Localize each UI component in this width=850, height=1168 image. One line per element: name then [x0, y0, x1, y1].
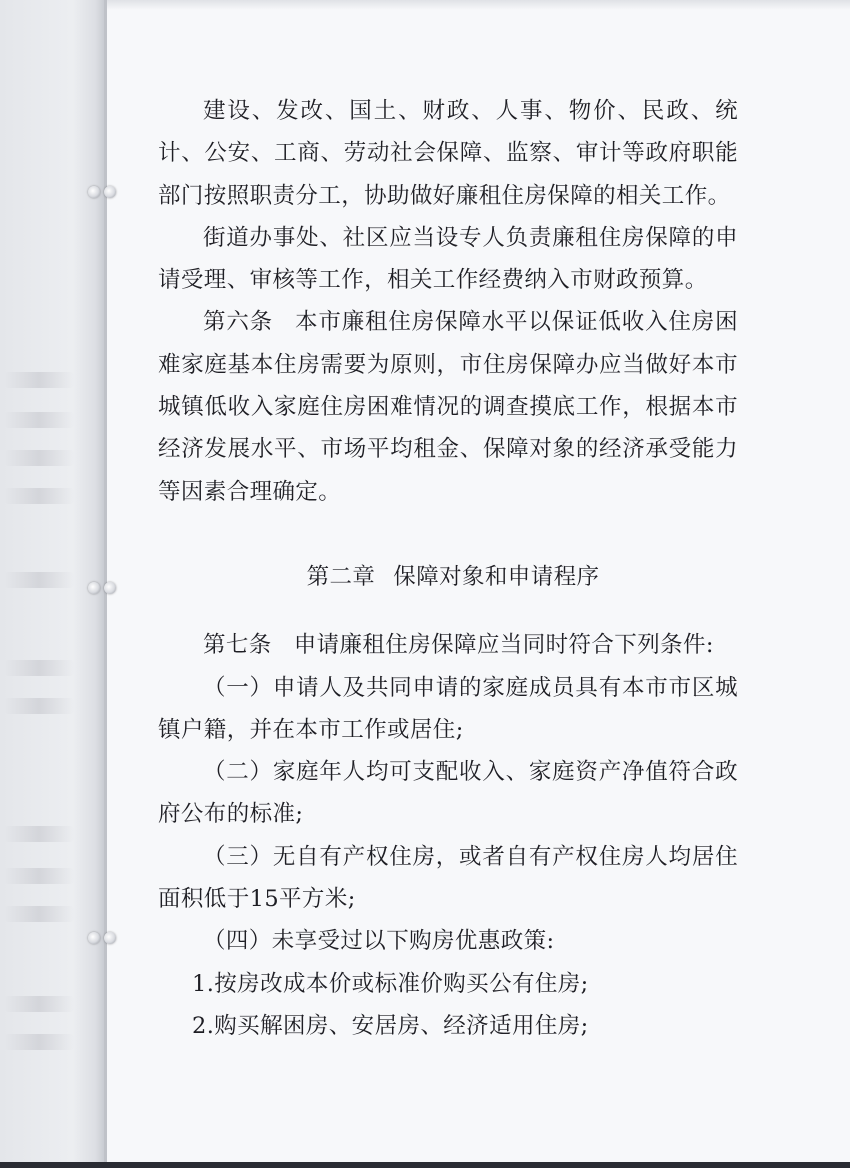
article-number: 第七条 — [203, 632, 272, 659]
article-6 — [158, 301, 738, 512]
paragraph-subdistrict: 街道办事处、社区应当设专人负责廉租住房保障的申请受理、审核等工作，相关工作经费纳入市财政预算。 — [158, 224, 738, 294]
scan-bottom-edge — [0, 1162, 850, 1168]
bleed-through-mark — [4, 660, 74, 676]
bleed-through-mark — [4, 1034, 74, 1050]
binding-hole-icon — [84, 580, 124, 596]
clause-4: （四）未享受过以下购房优惠政策: — [203, 928, 555, 955]
binding-hole-icon — [84, 930, 124, 946]
article-number: 第六条 — [203, 309, 274, 336]
article-text: 申请廉租住房保障应当同时符合下列条件: — [293, 632, 714, 659]
bleed-through-mark — [4, 450, 74, 466]
clause-3: （三）无自有产权住房，或者自有产权住房人均居住面积低于15平方米; — [158, 843, 738, 913]
chapter-title: 保障对象和申请程序 — [393, 563, 600, 590]
top-shadow — [107, 0, 850, 10]
article-text: 本市廉租住房保障水平以保证低收入住房困难家庭基本住房需要为原则，市住房保障办应当做好本市城镇低收入家庭住房困难情况的调查摸底工作，根据本市经济发展水平、市场平均租金、保障对象的经济承受能力等因素合理确定。 — [158, 309, 738, 505]
bleed-through-mark — [4, 996, 74, 1012]
paragraph-departments: 建设、发改、国土、财政、人事、物价、民政、统计、公安、工商、劳动社会保障、监察、审计等政府职能部门按照职责分工，协助做好廉租住房保障的相关工作。 — [158, 98, 738, 209]
bleed-through-mark — [4, 698, 74, 714]
bleed-through-mark — [4, 868, 74, 884]
clause-1: （一）申请人及共同申请的家庭成员具有本市市区城镇户籍，并在本市工作或居住; — [158, 674, 738, 743]
bleed-through-mark — [4, 412, 74, 428]
chapter-number: 第二章 — [306, 563, 376, 590]
list-item: 1.按房改成本价或标准价购买公有住房; — [192, 970, 589, 997]
bleed-through-mark — [4, 488, 74, 504]
bleed-through-mark — [4, 906, 74, 922]
chapter-heading — [158, 556, 738, 598]
list-item: 2.购买解困房、安居房、经济适用住房; — [192, 1012, 589, 1039]
bleed-through-mark — [4, 826, 74, 842]
document-body — [158, 90, 738, 1047]
clause-2: （二）家庭年人均可支配收入、家庭资产净值符合政府公布的标准; — [158, 759, 738, 828]
binding-hole-icon — [84, 184, 124, 200]
bleed-through-mark — [4, 372, 74, 388]
bleed-through-mark — [4, 572, 74, 588]
article-7 — [158, 624, 738, 666]
